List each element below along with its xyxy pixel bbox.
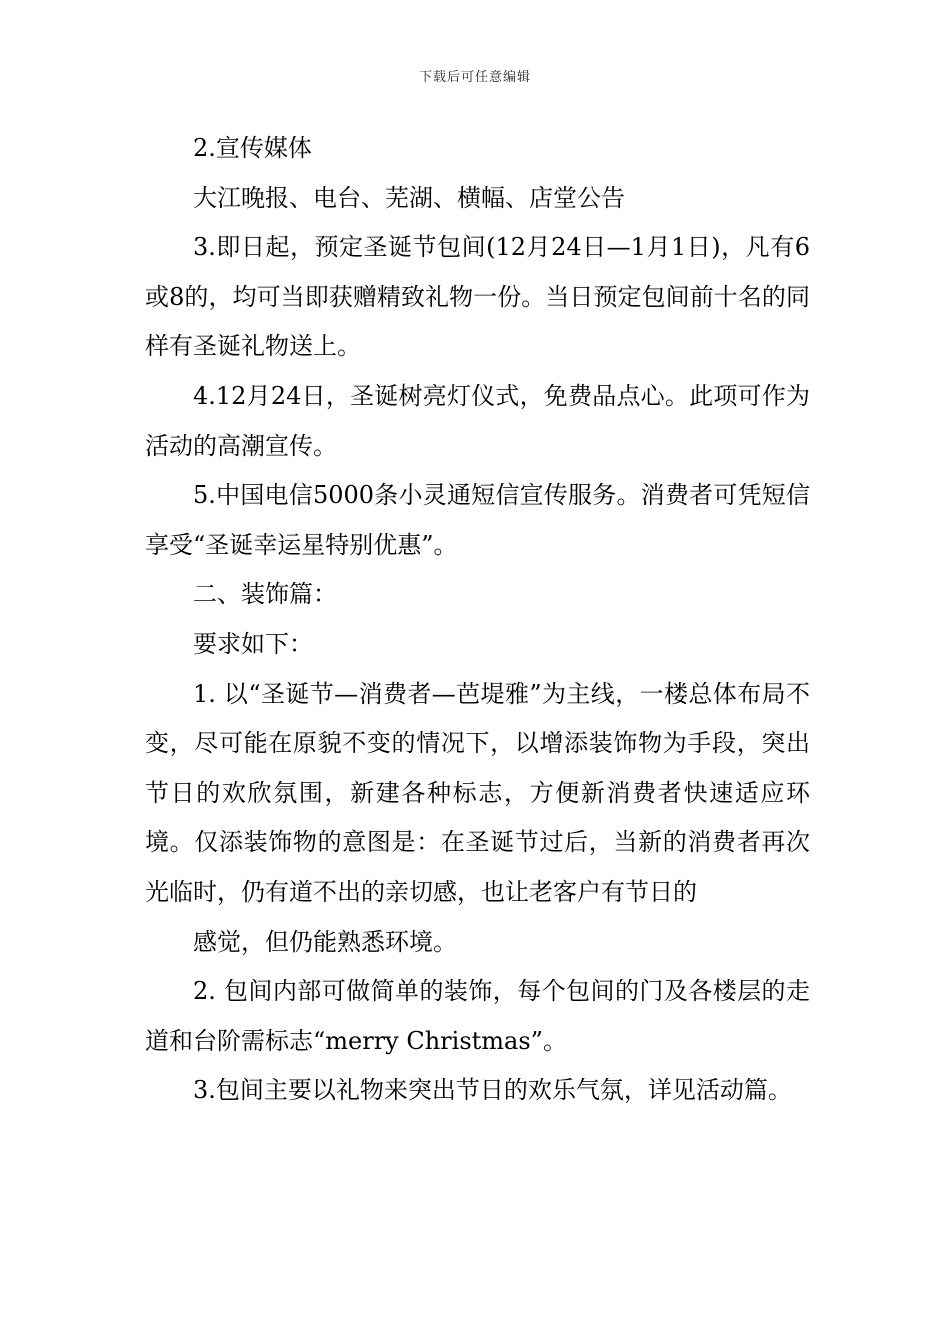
paragraph-room-booking-offer: 3.即日起，预定圣诞节包间(12月24日—1月1日)，凡有6或8的，均可当即获赠精致礼物一份。当日预定包间前十名的同样有圣诞礼物送上。 (145, 233, 810, 361)
paragraph-requirement-2: 2. 包间内部可做简单的装饰，每个包间的门及各楼层的走道和台阶需标志“merry Christmas”。 (145, 977, 810, 1055)
document-body (145, 124, 810, 1116)
paragraph-decoration-heading: 二、装饰篇： (193, 580, 337, 609)
paragraph-requirement-1-continued: 感觉，但仍能熟悉环境。 (193, 927, 457, 956)
paragraph-requirement-3: 3.包间主要以礼物来突出节日的欢乐气氛，详见活动篇。 (193, 1076, 792, 1105)
paragraph-requirement-1: 1. 以“圣诞节—消费者—芭堤雅”为主线，一楼总体布局不变，尽可能在原貌不变的情况下，以增添装饰物为手段，突出节日的欢欣氛围，新建各种标志，方便新消费者快速适应环境。仅添装饰物的意图是：在圣诞节过后，当新的消费者再次光临时，仍有道不出的亲切感，也让老客户有节日的 (145, 679, 810, 906)
page-header-note: 下载后可任意编辑 (418, 70, 531, 85)
paragraph-publicity-media-heading: 2.宣传媒体 (193, 134, 312, 162)
paragraph-media-list: 大江晚报、电台、芜湖、横幅、店堂公告 (193, 183, 625, 212)
paragraph-requirements-heading: 要求如下： (193, 629, 313, 658)
paragraph-tree-lighting: 4.12月24日，圣诞树亮灯仪式，免费品点心。此项可作为活动的高潮宣传。 (145, 381, 810, 460)
paragraph-sms-promotion: 5.中国电信5000条小灵通短信宣传服务。消费者可凭短信享受“圣诞幸运星特别优惠”。 (145, 481, 810, 559)
